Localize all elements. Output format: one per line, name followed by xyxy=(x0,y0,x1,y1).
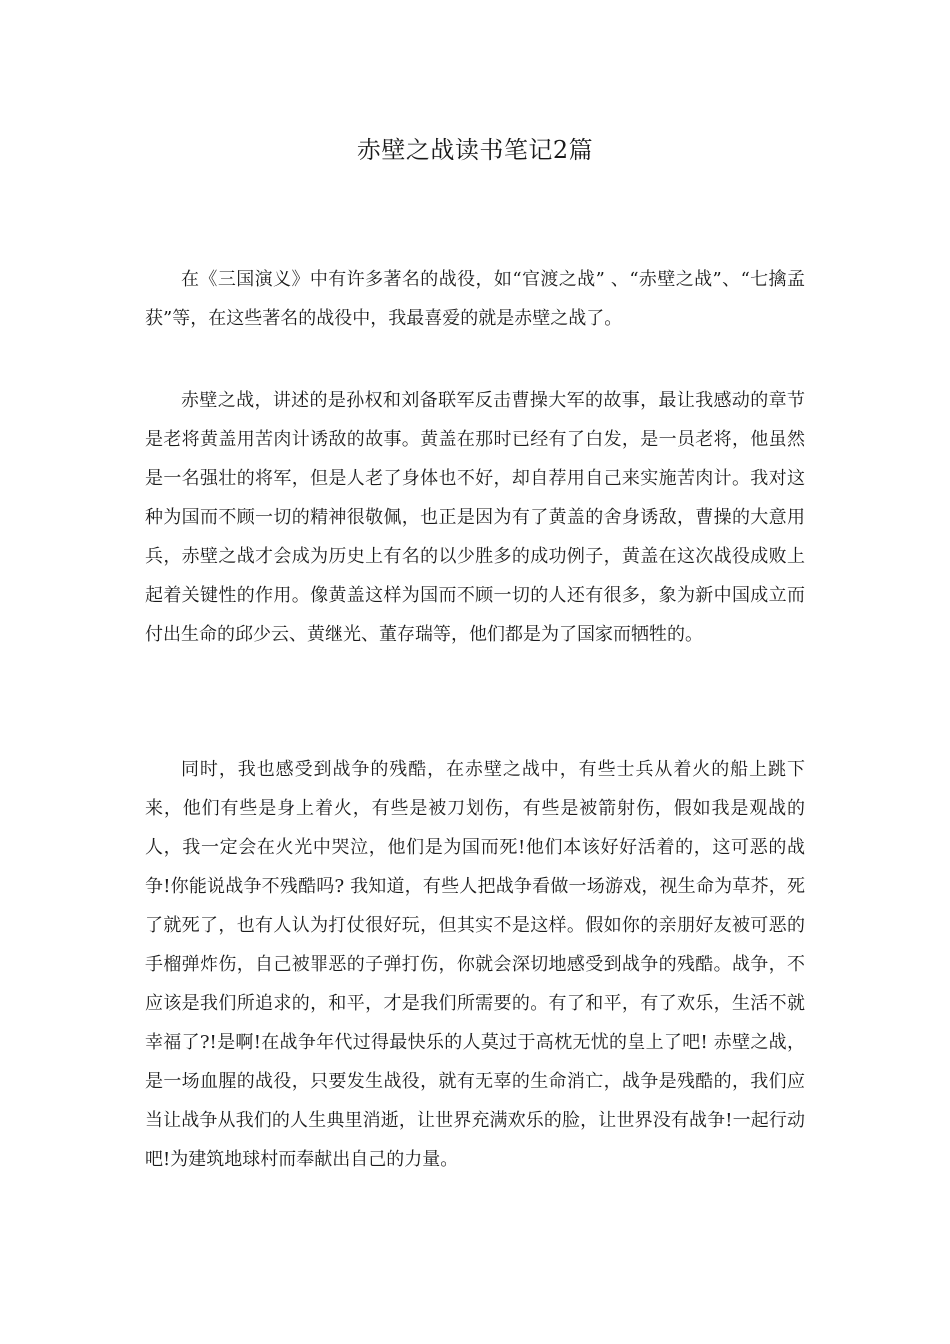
paragraph-huang-gai: 赤壁之战，讲述的是孙权和刘备联军反击曹操大军的故事，最让我感动的章节是老将黄盖用苦肉计诱敌的故事。黄盖在那时已经有了白发，是一员老将，他虽然是一名强壮的将军，但是人老了身体也不好，却自荐用自己来实施苦肉计。我对这种为国而不顾一切的精神很敬佩，也正是因为有了黄盖的舍身诱敌，曹操的大意用兵，赤壁之战才会成为历史上有名的以少胜多的成功例子，黄盖在这次战役成败上起着关键性的作用。像黄盖这样为国而不顾一切的人还有很多，象为新中国成立而付出生命的邱少云、黄继光、董存瑞等，他们都是为了国家而牺牲的。 xyxy=(145,390,805,645)
document-title: 赤壁之战读书笔记2篇 xyxy=(356,136,594,164)
paragraph-intro: 在《三国演义》中有许多著名的战役，如“官渡之战” 、“赤壁之战”、“七擒孟获”等，在这些著名的战役中，我最喜爱的就是赤壁之战了。 xyxy=(145,269,805,329)
paragraph-war-cruelty: 同时，我也感受到战争的残酷，在赤壁之战中，有些士兵从着火的船上跳下来，他们有些是身上着火，有些是被刀划伤，有些是被箭射伤，假如我是观战的人，我一定会在火光中哭泣，他们是为国而死!他们本该好好活着的，这可恶的战争!你能说战争不残酷吗? 我知道，有些人把战争看做一场游戏，视生命为草芥，死了就死了，也有人认为打仗很好玩，但其实不是这样。假如你的亲朋好友被可恶的手榴弹炸伤，自己被罪恶的子弹打伤，你就会深切地感受到战争的残酷。战争，不应该是我们所追求的，和平，才是我们所需要的。有了和平，有了欢乐，生活不就幸福了?!是啊!在战争年代过得最快乐的人莫过于高枕无忧的皇上了吧! 赤壁之战，是一场血腥的战役，只要发生战役，就有无辜的生命消亡，战争是残酷的，我们应当让战争从我们的人生典里消逝，让世界充满欢乐的脸，让世界没有战争!一起行动吧!为建筑地球村而奉献出自己的力量。 xyxy=(145,759,805,1170)
